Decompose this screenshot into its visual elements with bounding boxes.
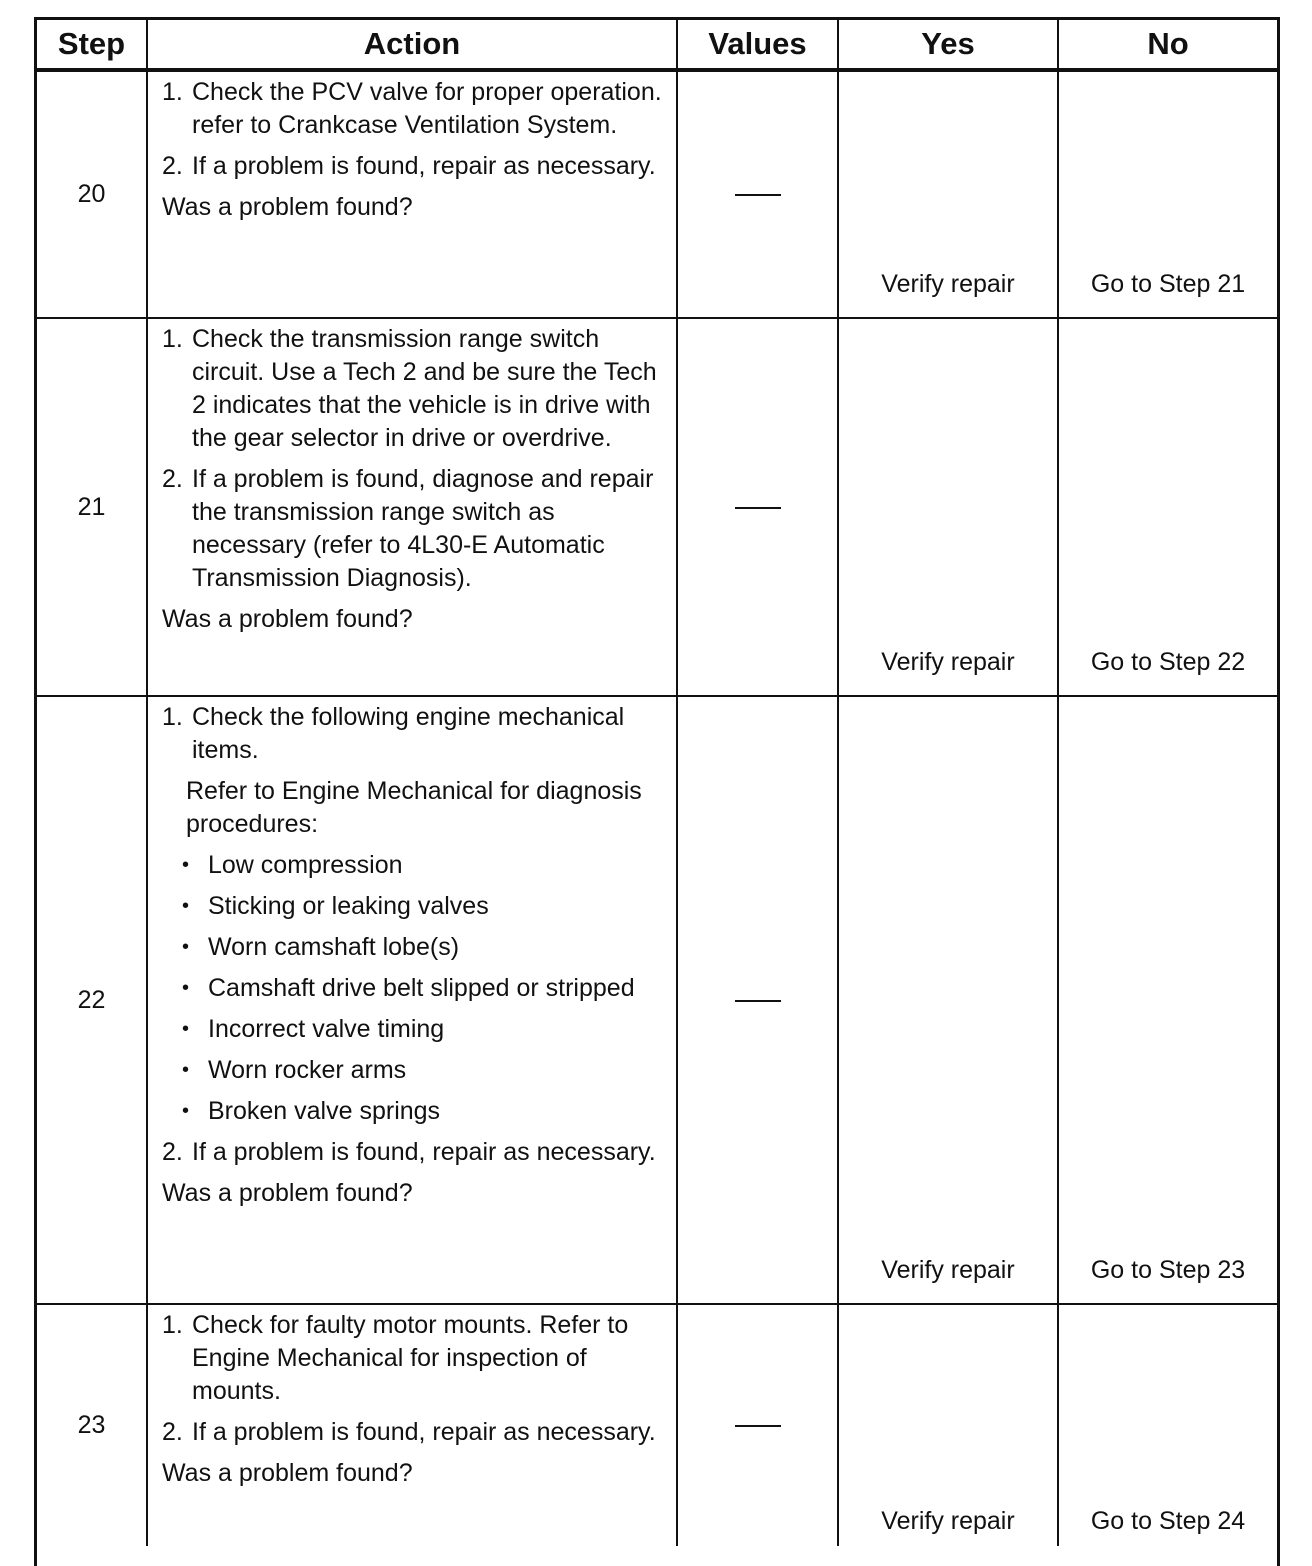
item-text: Check for faulty motor mounts. Refer to Engine Mechanical for inspection of mounts. [192,1311,629,1405]
action-question: Was a problem found? [162,193,413,221]
list-item: • Low compression [162,849,668,882]
action-cell [147,318,677,696]
action-question: Was a problem found? [162,1179,413,1207]
list-item: • Incorrect valve timing [162,1013,668,1046]
values-cell [677,70,838,318]
item-number: 2. [162,465,183,493]
item-text: If a problem is found, repair as necessary. [192,1138,656,1166]
table-row [37,696,1277,1304]
step-number: 20 [77,180,106,208]
item-text: Check the following engine mechanical items. [192,703,625,764]
item-number: 1. [162,703,183,731]
action-item [162,1136,668,1169]
header-row [37,20,1277,70]
header-no: No [1058,20,1277,70]
step-number: 23 [37,1304,147,1546]
item-text: Check the transmission range switch circuit. Use a Tech 2 and be sure the Tech 2 indicates that the vehicle is in drive with the gear selector in drive or overdrive. [192,325,657,452]
value-text [0,0,1,1]
bullet-list [162,849,668,1128]
item-text: If a problem is found, repair as necessary. [192,1418,656,1446]
action-item [162,150,668,183]
bullet-icon: • [182,977,190,999]
bullet-icon: • [182,1059,190,1081]
item-text: If a problem is found, repair as necessary. [192,152,656,180]
action-cell [147,696,677,1304]
values-cell [677,696,838,1304]
item-number: 1. [162,78,183,106]
action-item [162,1416,668,1449]
no-cell [1058,70,1277,318]
item-number: 2. [162,1138,183,1166]
item-number: 2. [162,152,183,180]
list-item: • Camshaft drive belt slipped or stripped [162,972,668,1005]
bullet-icon: • [182,895,190,917]
no-cell [1058,1304,1277,1546]
item-text: Check the PCV valve for proper operation. refer to Crankcase Ventilation System. [192,78,662,139]
action-item [162,463,668,595]
bullet-icon: • [182,936,190,958]
yes-text: Verify repair [881,270,1015,298]
action-item [162,76,668,142]
value-dash [735,194,781,196]
action-item [162,323,668,455]
no-text: Go to Step 22 [1090,648,1246,676]
item-number: 2. [162,1418,183,1446]
action-cell [147,70,677,318]
item-text: If a problem is found, diagnose and repair the transmission range switch as necessary (refer to 4L30-E Automatic Transmission Diagnosis). [192,465,654,592]
yes-text: Verify repair [881,1507,1015,1535]
action-question: Was a problem found? [162,605,413,633]
list-item: • Worn camshaft lobe(s) [162,931,668,964]
value-dash [735,507,781,509]
step-number: 21 [37,318,147,696]
action-item [162,701,668,767]
header-yes: Yes [838,20,1058,70]
yes-cell [838,1304,1058,1546]
action-note: Refer to Engine Mechanical for diagnosis procedures: [186,777,642,838]
bullet-icon: • [182,1018,190,1040]
yes-text: Verify repair [881,648,1015,676]
list-item: • Sticking or leaking valves [162,890,668,923]
item-number: 1. [162,1311,183,1339]
yes-cell [838,318,1058,696]
list-item: • Broken valve springs [162,1095,668,1128]
diagnostic-table-grid [37,20,1277,1546]
table-row [37,1304,1277,1546]
values-cell [677,1304,838,1546]
value-text [0,0,1,1]
list-item: • Worn rocker arms [162,1054,668,1087]
values-cell [677,318,838,696]
step-number: 22 [37,696,147,1304]
action-item [162,1309,668,1408]
no-cell [1058,318,1277,696]
yes-cell [838,70,1058,318]
value-dash [735,1425,781,1427]
bullet-icon: • [182,854,190,876]
no-text: Go to Step 24 [1090,1507,1246,1535]
value-dash [735,1000,781,1002]
item-number: 1. [162,325,183,353]
value-text [0,0,1,1]
no-cell [1058,696,1277,1304]
yes-cell [838,696,1058,1304]
diagnostic-table [34,17,1280,1566]
table-row [37,318,1277,696]
no-text: Go to Step 21 [1090,270,1246,298]
header-step: Step [37,20,147,70]
bullet-icon: • [182,1100,190,1122]
value-text [0,0,1,1]
action-question: Was a problem found? [162,1459,413,1487]
table-row [37,70,1277,318]
yes-text: Verify repair [881,1256,1015,1284]
no-text: Go to Step 23 [1090,1256,1246,1284]
header-values: Values [677,20,838,70]
action-cell [147,1304,677,1546]
header-action: Action [147,20,677,70]
